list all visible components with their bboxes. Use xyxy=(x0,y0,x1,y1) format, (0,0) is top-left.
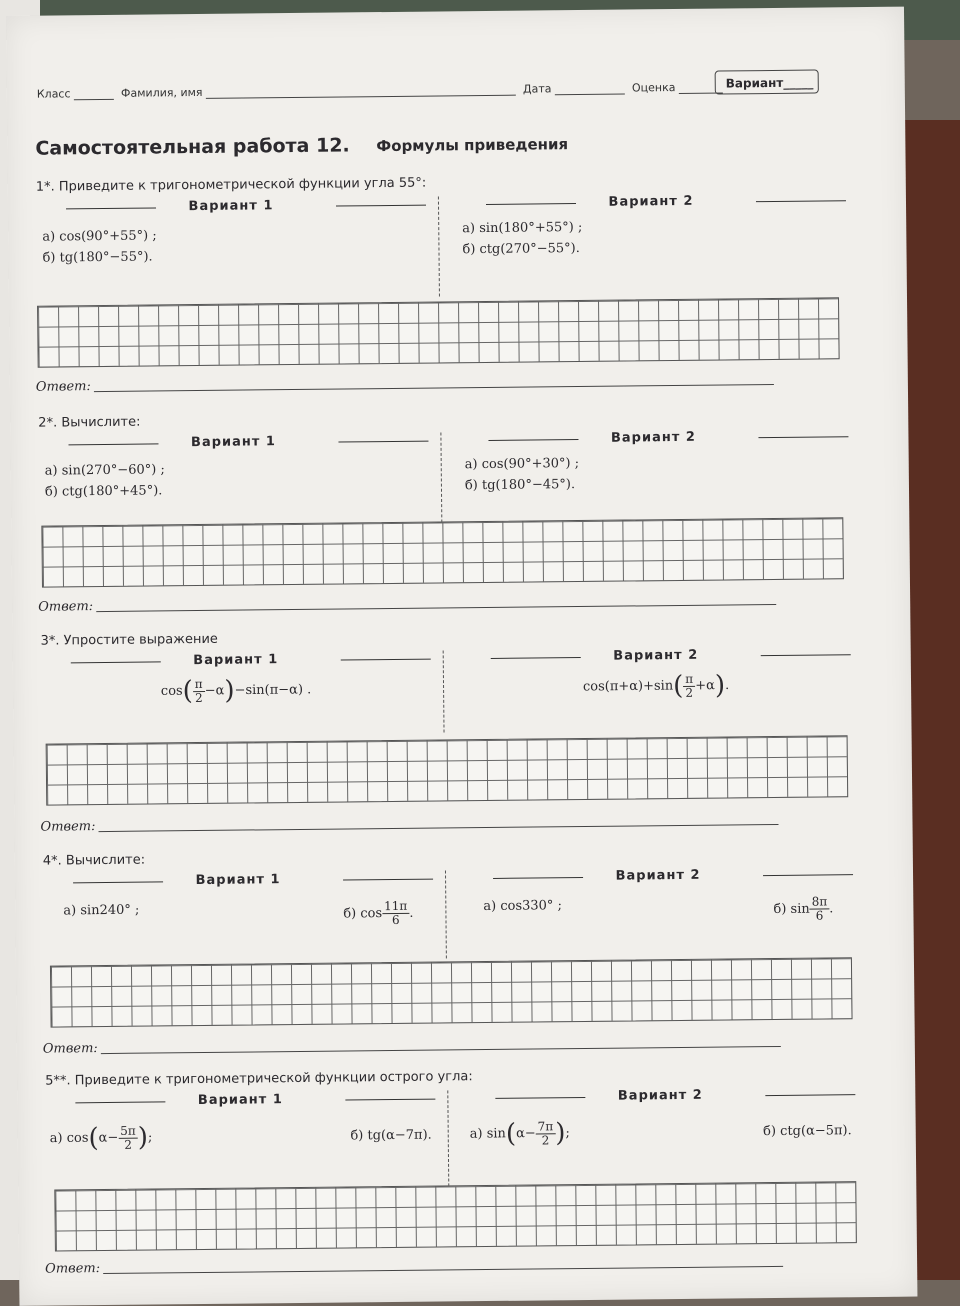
divider xyxy=(447,1090,449,1186)
task-3-title: 3*. Упростите выражение xyxy=(40,631,218,649)
task-1-v2-b: б) ctg(270°−55°). xyxy=(462,241,580,258)
task-3 xyxy=(40,625,850,707)
task-5-v1-b: б) tg(α−7π). xyxy=(350,1127,432,1144)
variant-1-heading: Вариант 1 xyxy=(36,197,426,216)
variant-1-heading: Вариант 1 xyxy=(41,651,431,670)
variant-2-heading: Вариант 2 xyxy=(456,192,846,211)
class-field[interactable] xyxy=(74,99,114,100)
divider xyxy=(443,650,445,732)
task-3-v2-expression: cos(π+α)+sin( $\frac{\pi}{2}$ +α). xyxy=(582,670,730,702)
task-5-v1-a: а) cos(α− $\frac{5\pi}{2}$ ); xyxy=(49,1122,153,1154)
variant-1-heading: Вариант 1 xyxy=(43,871,433,890)
task-5-v2-items xyxy=(466,1115,856,1149)
task-2-v2-b: б) tg(180°−45°). xyxy=(464,477,576,494)
divider xyxy=(438,196,440,296)
task-1-title: 1*. Приведите к тригонометрической функции угла 55°: xyxy=(35,175,427,195)
task-5-v2-a: а) sin(α− $\frac{7\pi}{2}$ ); xyxy=(469,1118,570,1149)
variant-2-heading: Вариант 2 xyxy=(465,1086,855,1105)
task-2-title: 2*. Вычислите: xyxy=(38,414,141,431)
answer-line[interactable] xyxy=(45,1261,100,1277)
divider xyxy=(440,432,442,522)
date-field[interactable] xyxy=(555,94,625,96)
answer-line[interactable] xyxy=(38,599,93,615)
task-4 xyxy=(42,845,853,928)
variant-box[interactable]: Вариант_____ xyxy=(715,69,819,94)
task-2 xyxy=(38,407,848,500)
variant-box-label: Вариант xyxy=(725,75,784,91)
grade-label: Оценка xyxy=(631,80,676,95)
answer-label: Ответ: xyxy=(42,1041,98,1057)
answer-label: Ответ: xyxy=(35,379,91,395)
task-1-v1-b: б) tg(180°−55°). xyxy=(42,249,153,266)
task-4-title: 4*. Вычислите: xyxy=(42,852,146,869)
task-5-title: 5**. Приведите к тригонометрической функции острого угла: xyxy=(45,1069,473,1089)
task-1-v2-a: а) sin(180°+55°) ; xyxy=(462,219,583,237)
header-fields xyxy=(37,80,723,100)
task-4-v2-items xyxy=(463,895,853,926)
task-4-v1-a: а) sin240° ; xyxy=(63,902,140,919)
answer-label: Ответ: xyxy=(45,1261,101,1277)
task-5 xyxy=(45,1065,855,1154)
answer-label: Ответ: xyxy=(38,599,94,615)
answer-label: Ответ: xyxy=(40,819,96,835)
variant-2-heading: Вариант 2 xyxy=(458,428,848,447)
answer-grid[interactable] xyxy=(41,517,844,587)
task-4-v2-a: а) cos330° ; xyxy=(483,898,562,915)
task-5-v1-items xyxy=(46,1120,436,1154)
answer-line[interactable] xyxy=(40,819,95,835)
task-1-v1-a: а) cos(90°+55°) ; xyxy=(42,228,157,245)
answer-line[interactable] xyxy=(36,379,91,395)
task-2-v2-a: а) cos(90°+30°) ; xyxy=(464,456,580,473)
variant-1-heading: Вариант 1 xyxy=(45,1091,435,1110)
answer-grid[interactable] xyxy=(46,735,849,805)
answer-grid[interactable] xyxy=(54,1181,857,1251)
class-label: Класс xyxy=(36,87,71,101)
name-label: Фамилия, имя xyxy=(120,85,203,100)
worksheet-page xyxy=(6,7,917,1306)
divider xyxy=(445,870,447,958)
task-4-v2-b: б) sin $\frac{8\pi}{6}$ . xyxy=(773,894,834,923)
task-5-v2-b: б) ctg(α−5π). xyxy=(763,1123,852,1140)
task-2-v1-a: а) sin(270°−60°) ; xyxy=(44,462,165,479)
answer-line[interactable] xyxy=(43,1041,98,1057)
answer-grid[interactable] xyxy=(50,957,853,1027)
variant-2-heading: Вариант 2 xyxy=(463,866,853,885)
title-main: Самостоятельная работа 12. xyxy=(35,134,350,160)
answer-grid[interactable] xyxy=(37,297,840,367)
task-3-v1-expression: cos( $\frac{\pi}{2}$ −α)−sin(π−α) . xyxy=(160,675,312,707)
task-2-v1-b: б) ctg(180°+45°). xyxy=(44,483,163,500)
variant-1-heading: Вариант 1 xyxy=(38,433,428,452)
task-4-v1-b: б) cos $\frac{11\pi}{6}$ . xyxy=(343,898,414,928)
variant-2-heading: Вариант 2 xyxy=(461,646,851,665)
title-topic: Формулы приведения xyxy=(376,135,569,156)
task-4-v1-items xyxy=(43,900,433,931)
page-title xyxy=(35,132,568,160)
date-label: Дата xyxy=(522,82,552,96)
name-field[interactable] xyxy=(206,95,516,99)
task-1 xyxy=(35,171,846,266)
